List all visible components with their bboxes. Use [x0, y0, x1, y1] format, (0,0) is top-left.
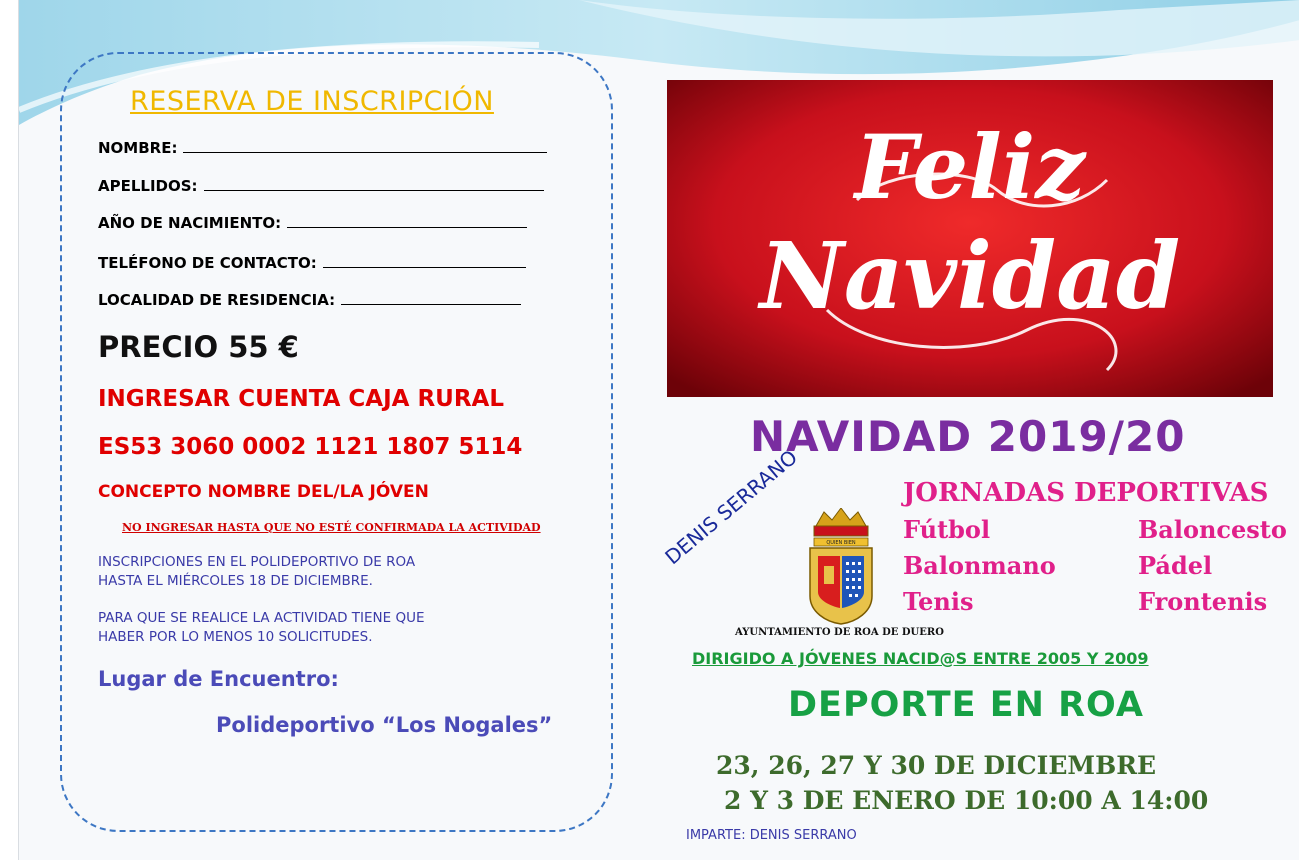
field-nombre [98, 139, 547, 157]
fill-line[interactable] [183, 152, 547, 153]
sports-heading: JORNADAS DEPORTIVAS [903, 478, 1269, 508]
banner-line-2: Navidad [759, 222, 1181, 330]
field-label: LOCALIDAD DE RESIDENCIA: [98, 291, 336, 309]
sport-item: Pádel [1138, 551, 1213, 580]
field-telefono [98, 254, 526, 272]
feliz-navidad-banner [667, 80, 1273, 397]
price: PRECIO 55 € [98, 330, 299, 364]
registration-info-line: INSCRIPCIONES EN EL POLIDEPORTIVO DE ROA [98, 554, 416, 570]
sport-item: Fútbol [903, 515, 991, 544]
sport-item: Baloncesto [1138, 515, 1287, 544]
registration-info [98, 553, 415, 591]
minimum-info-line: PARA QUE SE REALICE LA ACTIVIDAD TIENE QUE [98, 610, 425, 626]
event-title: NAVIDAD 2019/20 [750, 412, 1186, 461]
sport-item: Balonmano [903, 551, 1056, 580]
field-label: AÑO DE NACIMIENTO: [98, 214, 282, 232]
sport-item: Frontenis [1138, 587, 1268, 616]
payment-warning: NO INGRESAR HASTA QUE NO ESTÉ CONFIRMADA LA ACTIVIDAD [122, 521, 541, 534]
event-dates-january: 2 Y 3 DE ENERO DE 10:00 A 14:00 [724, 786, 1209, 815]
target-audience: DIRIGIDO A JÓVENES NACID@S ENTRE 2005 Y 2009 [692, 649, 1149, 668]
form-title: RESERVA DE INSCRIPCIÓN [130, 86, 494, 117]
field-ano-nacimiento [98, 214, 527, 232]
banner-line-1: Feliz [854, 115, 1086, 219]
crest-motto: QUIEN BIEN [826, 540, 856, 546]
sport-item: Tenis [903, 587, 974, 616]
meeting-place-value: Polideportivo “Los Nogales” [216, 713, 553, 737]
roa-coat-of-arms [804, 508, 878, 626]
fill-line[interactable] [323, 267, 526, 268]
meeting-place-label: Lugar de Encuentro: [98, 667, 339, 691]
field-label: APELLIDOS: [98, 177, 198, 195]
fill-line[interactable] [341, 304, 521, 305]
field-label: TELÉFONO DE CONTACTO: [98, 254, 317, 272]
program-name: DEPORTE EN ROA [788, 685, 1144, 725]
iban: ES53 3060 0002 1121 1807 5114 [98, 434, 523, 460]
field-localidad [98, 291, 521, 309]
minimum-info [98, 609, 425, 647]
instructor-rotated: DENIS SERRANO [660, 444, 802, 570]
registration-info-line: HASTA EL MIÉRCOLES 18 DE DICIEMBRE. [98, 573, 373, 589]
ayuntamiento-label: AYUNTAMIENTO DE ROA DE DUERO [735, 627, 944, 638]
minimum-info-line: HABER POR LO MENOS 10 SOLICITUDES. [98, 629, 373, 645]
fill-line[interactable] [204, 190, 544, 191]
fill-line[interactable] [287, 227, 527, 228]
field-label: NOMBRE: [98, 139, 178, 157]
event-dates-december: 23, 26, 27 Y 30 DE DICIEMBRE [716, 751, 1157, 780]
bank-account-label: INGRESAR CUENTA CAJA RURAL [98, 386, 505, 412]
payment-concept: CONCEPTO NOMBRE DEL/LA JÓVEN [98, 482, 429, 502]
instructor: IMPARTE: DENIS SERRANO [686, 828, 857, 843]
field-apellidos [98, 177, 544, 195]
